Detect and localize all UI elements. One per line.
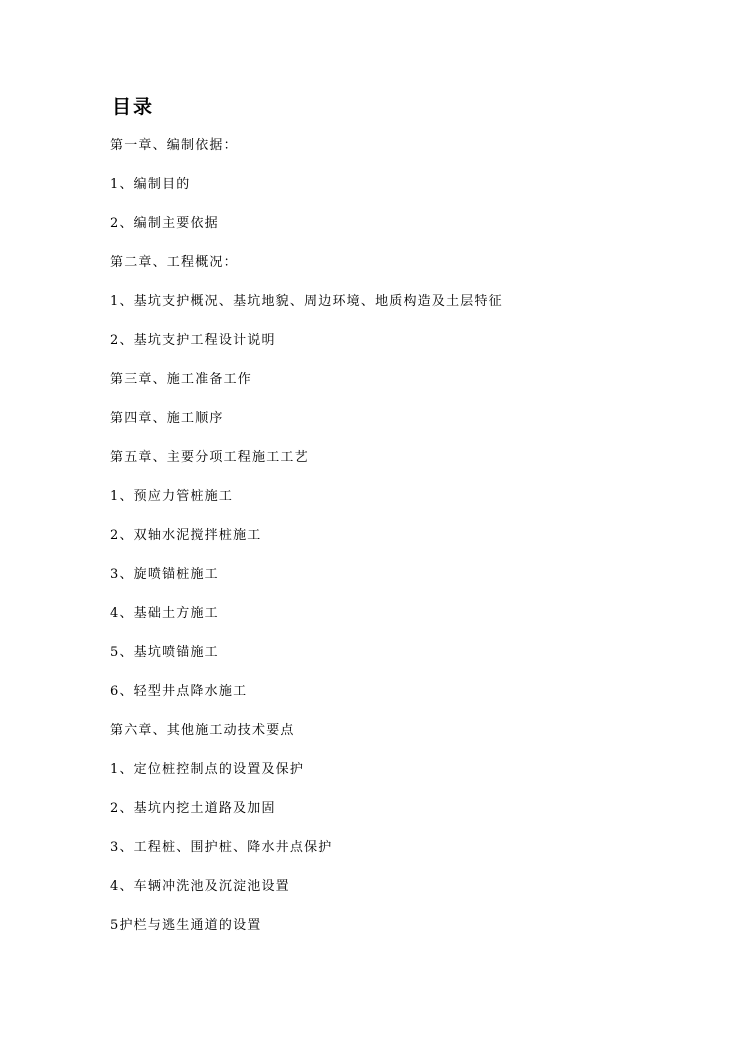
toc-entry: 第三章、施工准备工作 xyxy=(110,372,253,387)
toc-entry: 5护栏与逃生通道的设置 xyxy=(110,918,262,933)
toc-entry: 第五章、主要分项工程施工工艺 xyxy=(110,450,309,465)
toc-entry: 第六章、其他施工动技术要点 xyxy=(110,723,295,738)
toc-entry: 1、编制目的 xyxy=(110,177,191,192)
toc-entry: 1、预应力管桩施工 xyxy=(110,489,234,504)
toc-entry: 4、车辆冲洗池及沉淀池设置 xyxy=(110,879,290,894)
page-title: 目录 xyxy=(112,96,155,118)
toc-entry: 2、基坑内挖土道路及加固 xyxy=(110,801,276,816)
toc-entry: 4、基础土方施工 xyxy=(110,606,219,621)
toc-entry: 1、定位桩控制点的设置及保护 xyxy=(110,762,305,777)
toc-entry: 2、双轴水泥搅拌桩施工 xyxy=(110,528,262,543)
toc-entry: 第二章、工程概况： xyxy=(110,255,238,270)
toc-entry: 第一章、编制依据： xyxy=(110,138,238,153)
toc-entry: 3、旋喷锚桩施工 xyxy=(110,567,219,582)
toc-entry: 第四章、施工顺序 xyxy=(110,411,224,426)
toc-entry: 3、工程桩、围护桩、降水井点保护 xyxy=(110,840,333,855)
toc-entry: 1、基坑支护概况、基坑地貌、周边环境、地质构造及土层特征 xyxy=(110,294,503,309)
toc-entry: 2、编制主要依据 xyxy=(110,216,219,231)
toc-entry: 2、基坑支护工程设计说明 xyxy=(110,333,276,348)
toc-entry: 5、基坑喷锚施工 xyxy=(110,645,219,660)
toc-entry: 6、轻型井点降水施工 xyxy=(110,684,248,699)
table-of-contents xyxy=(110,134,503,953)
